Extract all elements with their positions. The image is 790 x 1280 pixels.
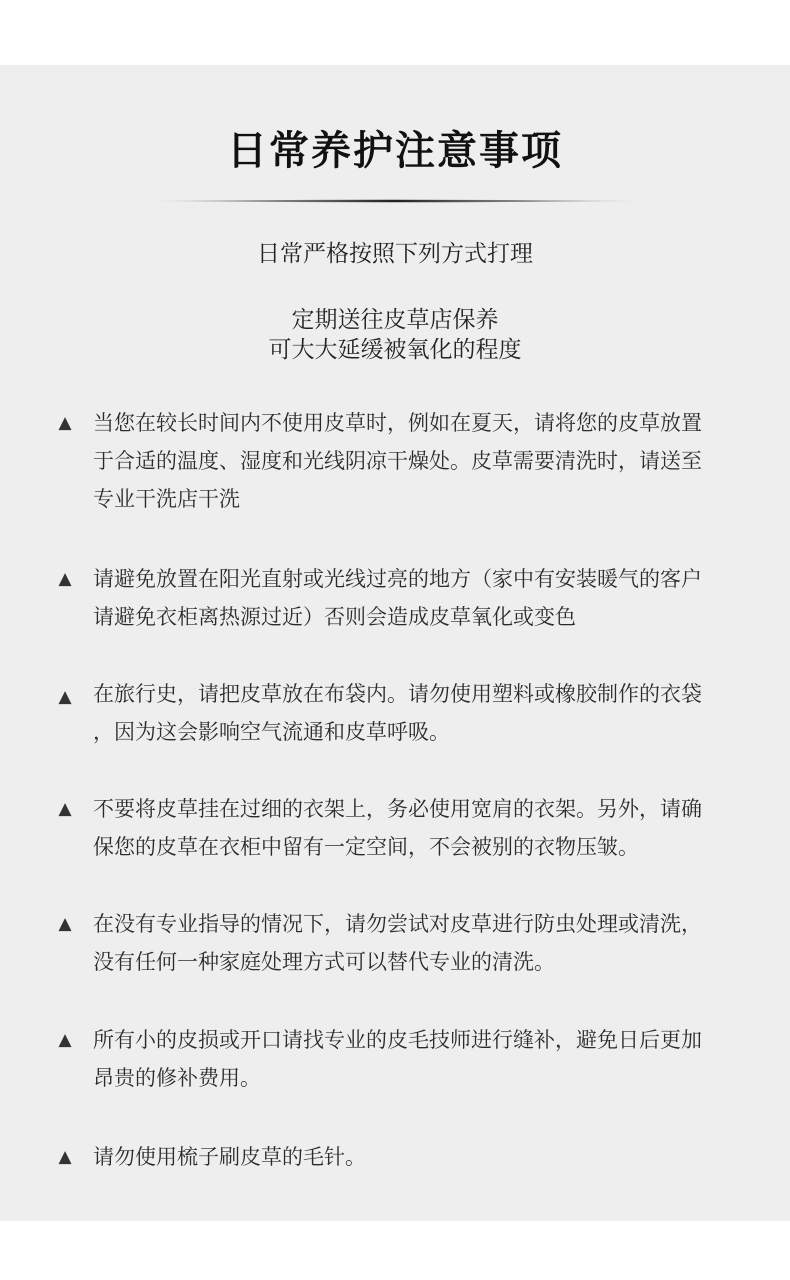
triangle-bullet-icon: ▲ [58,1147,72,1167]
subtitle-regular-maintenance: 定期送往皮草店保养 [291,307,499,333]
triangle-bullet-icon: ▲ [58,914,72,934]
care-item-text [93,675,741,751]
care-item-line: 不要将皮草挂在过细的衣架上，务必使用宽肩的衣架。另外，请确 [93,797,702,821]
triangle-bullet-icon: ▲ [58,1030,72,1050]
care-item-line: 所有小的皮损或开口请找专业的皮毛技师进行缝补，避免日后更加 [93,1028,702,1052]
care-item-line: 专业干洗店干洗 [93,487,240,511]
care-item-text [93,905,741,981]
subtitle-care-method: 日常严格按照下列方式打理 [257,241,533,267]
care-item-line: 请勿使用梳子刷皮草的毛针。 [93,1145,366,1169]
care-item-text [93,404,741,518]
care-item-line: ，因为这会影响空气流通和皮草呼吸。 [93,720,450,744]
triangle-bullet-icon: ▲ [58,799,72,819]
subtitle-oxidation-delay: 可大大延缓被氧化的程度 [268,337,522,363]
care-item-text [93,1021,741,1097]
care-item-line: 请避免衣柜离热源过近）否则会造成皮草氧化或变色 [93,605,576,629]
care-item-line: 在没有专业指导的情况下，请勿尝试对皮草进行防虫处理或清洗， [93,912,702,936]
care-item-line: 在旅行史，请把皮草放在布袋内。请勿使用塑料或橡胶制作的衣袋 [93,682,702,706]
page-title: 日常养护注意事项 [227,128,563,174]
care-item-line: 昂贵的修补费用。 [93,1066,261,1090]
care-item-line: 于合适的温度、湿度和光线阴凉干燥处。皮草需要清洗时，请送至 [93,449,702,473]
care-item-line: 保您的皮草在衣柜中留有一定空间，不会被别的衣物压皱。 [93,835,639,859]
care-item-line: 当您在较长时间内不使用皮草时，例如在夏天，请将您的皮草放置 [93,411,702,435]
care-item-line: 请避免放置在阳光直射或光线过亮的地方（家中有安装暖气的客户 [93,567,702,591]
title-divider [145,198,645,204]
triangle-bullet-icon: ▲ [58,569,72,589]
care-item-text [93,560,741,636]
care-item-text [93,1138,741,1176]
care-item-text [93,790,741,866]
triangle-bullet-icon: ▲ [58,687,72,707]
triangle-bullet-icon: ▲ [58,413,72,433]
care-item-line: 没有任何一种家庭处理方式可以替代专业的清洗。 [93,950,555,974]
